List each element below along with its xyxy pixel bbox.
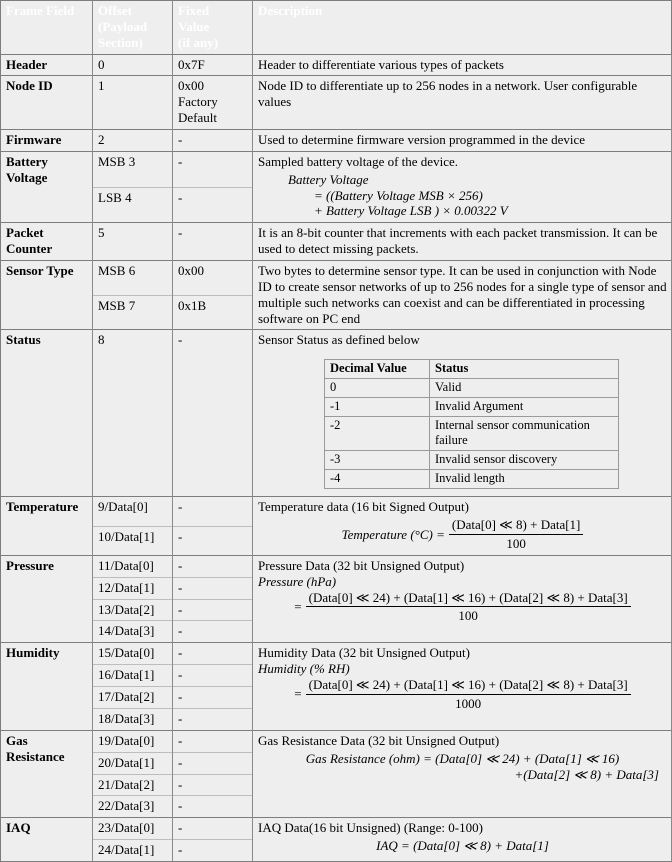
formula-battery-voltage xyxy=(258,172,667,220)
column-header-fixed-value-line2: Value xyxy=(178,18,210,34)
fixed-value-gas-resistance-2: - xyxy=(173,774,253,796)
offset-humidity-2: 17/Data[2] xyxy=(93,687,173,709)
description-iaq-text: IAQ Data(16 bit Unsigned) (Range: 0-100) xyxy=(258,820,483,836)
fixed-value-firmware: - xyxy=(173,130,253,152)
fixed-value-pressure-1: - xyxy=(173,577,253,599)
offset-gas-resistance-1: 20/Data[1] xyxy=(93,752,173,774)
formula-temperature-fraction xyxy=(449,517,584,552)
formula-battery-voltage-name: Battery Voltage xyxy=(288,171,369,187)
formula-pressure-denominator: 100 xyxy=(458,608,478,624)
status-table-row xyxy=(325,451,619,470)
table-row xyxy=(1,330,672,497)
formula-pressure-lhs: = xyxy=(294,599,302,615)
offset-gas-resistance-3: 22/Data[3] xyxy=(93,796,173,818)
column-header-offset-line3: Section) xyxy=(98,34,143,50)
status-value-4: -4 xyxy=(325,470,430,489)
field-name-header: Header xyxy=(1,54,93,76)
description-status-text: Sensor Status as defined below xyxy=(258,332,420,348)
field-name-gas-resistance-line1: Gas xyxy=(6,732,28,748)
description-temperature-text: Temperature data (16 bit Signed Output) xyxy=(258,499,470,515)
fixed-value-node-id xyxy=(173,76,253,130)
description-battery-voltage xyxy=(253,151,672,222)
field-name-pressure: Pressure xyxy=(1,555,93,642)
status-value-1: -1 xyxy=(325,398,430,417)
formula-humidity-name: Humidity (% RH) xyxy=(258,661,350,677)
field-name-gas-resistance-line2: Resistance xyxy=(6,748,65,764)
status-table-header-decimal-value: Decimal Value xyxy=(325,360,430,379)
fixed-value-humidity-2: - xyxy=(173,687,253,709)
table-row xyxy=(1,54,672,76)
table-row xyxy=(1,76,672,130)
table-row xyxy=(1,261,672,296)
fixed-value-header: 0x7F xyxy=(173,54,253,76)
table-row xyxy=(1,643,672,665)
formula-pressure-numerator: (Data[0] ≪ 24) + (Data[1] ≪ 16) + (Data[2] ≪ 8) + Data[3] xyxy=(306,590,631,608)
status-label-3: Invalid sensor discovery xyxy=(430,451,619,470)
column-header-frame-field xyxy=(1,1,93,55)
offset-iaq-1: 24/Data[1] xyxy=(93,840,173,862)
offset-humidity-0: 15/Data[0] xyxy=(93,643,173,665)
status-value-0: 0 xyxy=(325,379,430,398)
fixed-value-battery-voltage-lsb: - xyxy=(173,187,253,223)
offset-pressure-2: 13/Data[2] xyxy=(93,599,173,621)
fixed-value-humidity-0: - xyxy=(173,643,253,665)
offset-pressure-0: 11/Data[0] xyxy=(93,555,173,577)
offset-header: 0 xyxy=(93,54,173,76)
status-label-2: Internal sensor communication failure xyxy=(430,417,619,451)
offset-status: 8 xyxy=(93,330,173,497)
description-humidity xyxy=(253,643,672,730)
fixed-value-sensor-type-msb7: 0x1B xyxy=(173,295,253,330)
field-name-battery-voltage-line2: Voltage xyxy=(6,169,48,185)
formula-temperature xyxy=(258,517,667,552)
description-temperature xyxy=(253,497,672,556)
fixed-value-pressure-0: - xyxy=(173,555,253,577)
offset-sensor-type-msb7: MSB 7 xyxy=(93,295,173,330)
table-header-row xyxy=(1,1,672,55)
table-row xyxy=(1,818,672,840)
fixed-value-iaq-0: - xyxy=(173,818,253,840)
status-table-header-status: Status xyxy=(430,360,619,379)
field-name-gas-resistance xyxy=(1,730,93,817)
offset-sensor-type-msb6: MSB 6 xyxy=(93,261,173,296)
description-status xyxy=(253,330,672,497)
offset-gas-resistance-2: 21/Data[2] xyxy=(93,774,173,796)
status-table-row xyxy=(325,470,619,489)
description-node-id: Node ID to differentiate up to 256 nodes in a network. User configurable values xyxy=(253,76,672,130)
description-firmware: Used to determine firmware version programmed in the device xyxy=(253,130,672,152)
status-code-table xyxy=(324,359,619,489)
formula-iaq-line1: IAQ = (Data[0] ≪ 8) + Data[1] xyxy=(376,838,549,854)
offset-temperature-1: 10/Data[1] xyxy=(93,526,173,555)
offset-iaq-0: 23/Data[0] xyxy=(93,818,173,840)
fixed-value-node-id-line3: Default xyxy=(178,110,217,126)
column-header-frame-field-label: Frame Field xyxy=(6,3,75,18)
table-row xyxy=(1,497,672,526)
column-header-offset-line1: Offset xyxy=(98,3,132,18)
offset-node-id: 1 xyxy=(93,76,173,130)
offset-battery-voltage-lsb: LSB 4 xyxy=(93,187,173,223)
formula-pressure xyxy=(258,590,667,625)
column-header-description xyxy=(253,1,672,55)
status-table-header-row xyxy=(325,360,619,379)
table-row xyxy=(1,130,672,152)
fixed-value-node-id-line2: Factory xyxy=(178,94,218,110)
description-packet-counter: It is an 8-bit counter that increments with each packet transmission. It can be used to detect missing packets. xyxy=(253,223,672,261)
column-header-fixed-value xyxy=(173,1,253,55)
field-name-status: Status xyxy=(1,330,93,497)
field-name-battery-voltage xyxy=(1,151,93,222)
table-row xyxy=(1,151,672,187)
offset-pressure-3: 14/Data[3] xyxy=(93,621,173,643)
description-gas-resistance xyxy=(253,730,672,817)
fixed-value-pressure-2: - xyxy=(173,599,253,621)
field-name-packet-counter-line2: Counter xyxy=(6,241,53,257)
table-row xyxy=(1,223,672,261)
description-sensor-type: Two bytes to determine sensor type. It can be used in conjunction with Node ID to create sensor networks of up to 256 nodes for a single type of sensor and multiple such networks can coexist and can be differentiated in processing software on PC end xyxy=(253,261,672,330)
description-iaq xyxy=(253,818,672,862)
offset-gas-resistance-0: 19/Data[0] xyxy=(93,730,173,752)
field-name-packet-counter xyxy=(1,223,93,261)
offset-temperature-0: 9/Data[0] xyxy=(93,497,173,526)
formula-pressure-name: Pressure (hPa) xyxy=(258,573,337,589)
fixed-value-humidity-3: - xyxy=(173,708,253,730)
formula-humidity-lhs: = xyxy=(294,686,302,702)
offset-humidity-3: 18/Data[3] xyxy=(93,708,173,730)
fixed-value-sensor-type-msb6: 0x00 xyxy=(173,261,253,296)
fixed-value-packet-counter: - xyxy=(173,223,253,261)
fixed-value-temperature-0: - xyxy=(173,497,253,526)
formula-humidity xyxy=(258,677,667,712)
formula-gas-resistance-line2: +(Data[2] ≪ 8) + Data[3] xyxy=(514,766,659,782)
description-battery-voltage-text: Sampled battery voltage of the device. xyxy=(258,153,458,169)
formula-pressure-fraction xyxy=(306,590,631,625)
field-name-sensor-type: Sensor Type xyxy=(1,261,93,330)
fixed-value-gas-resistance-1: - xyxy=(173,752,253,774)
offset-battery-voltage-msb: MSB 3 xyxy=(93,151,173,187)
fixed-value-temperature-1: - xyxy=(173,526,253,555)
offset-humidity-1: 16/Data[1] xyxy=(93,665,173,687)
column-header-description-label: Description xyxy=(258,3,323,18)
fixed-value-humidity-1: - xyxy=(173,665,253,687)
column-header-offset-line2: (Payload xyxy=(98,18,148,34)
field-name-iaq: IAQ xyxy=(1,818,93,862)
column-header-fixed-value-line3: (if any) xyxy=(178,34,219,50)
description-pressure-text: Pressure Data (32 bit Unsigned Output) xyxy=(258,557,465,573)
formula-gas-resistance-line1: Gas Resistance (ohm) = (Data[0] ≪ 24) + (Data[1] ≪ 16) xyxy=(305,750,620,766)
status-value-2: -2 xyxy=(325,417,430,451)
formula-temperature-lhs: Temperature (°C) = xyxy=(341,526,445,542)
description-humidity-text: Humidity Data (32 bit Unsigned Output) xyxy=(258,645,470,661)
description-gas-resistance-text: Gas Resistance Data (32 bit Unsigned Output) xyxy=(258,732,500,748)
status-table-row xyxy=(325,417,619,451)
field-name-battery-voltage-line1: Battery xyxy=(6,153,48,169)
offset-packet-counter: 5 xyxy=(93,223,173,261)
field-name-node-id: Node ID xyxy=(1,76,93,130)
status-table-row xyxy=(325,379,619,398)
column-header-offset xyxy=(93,1,173,55)
status-label-4: Invalid length xyxy=(430,470,619,489)
table-row xyxy=(1,555,672,577)
status-label-1: Invalid Argument xyxy=(430,398,619,417)
status-value-3: -3 xyxy=(325,451,430,470)
status-label-0: Valid xyxy=(430,379,619,398)
fixed-value-status: - xyxy=(173,330,253,497)
offset-firmware: 2 xyxy=(93,130,173,152)
column-header-fixed-value-line1: Fixed xyxy=(178,3,210,18)
description-header: Header to differentiate various types of packets xyxy=(253,54,672,76)
fixed-value-pressure-3: - xyxy=(173,621,253,643)
table-row xyxy=(1,730,672,752)
fixed-value-battery-voltage-msb: - xyxy=(173,151,253,187)
offset-pressure-1: 12/Data[1] xyxy=(93,577,173,599)
status-table-row xyxy=(325,398,619,417)
field-name-temperature: Temperature xyxy=(1,497,93,556)
fixed-value-iaq-1: - xyxy=(173,840,253,862)
formula-humidity-numerator: (Data[0] ≪ 24) + (Data[1] ≪ 16) + (Data[2] ≪ 8) + Data[3] xyxy=(306,677,631,695)
fixed-value-gas-resistance-0: - xyxy=(173,730,253,752)
formula-humidity-denominator: 1000 xyxy=(455,695,482,711)
field-name-firmware: Firmware xyxy=(1,130,93,152)
formula-humidity-fraction xyxy=(306,677,631,712)
formula-battery-voltage-line2: + Battery Voltage LSB ) × 0.00322 V xyxy=(314,203,508,219)
field-name-packet-counter-line1: Packet xyxy=(6,225,44,241)
formula-battery-voltage-line1: = ((Battery Voltage MSB × 256) xyxy=(314,187,483,203)
field-name-humidity: Humidity xyxy=(1,643,93,730)
fixed-value-node-id-line1: 0x00 xyxy=(178,78,204,94)
formula-temperature-denominator: 100 xyxy=(506,536,526,552)
description-pressure xyxy=(253,555,672,642)
formula-temperature-numerator: (Data[0] ≪ 8) + Data[1] xyxy=(449,517,584,535)
fixed-value-gas-resistance-3: - xyxy=(173,796,253,818)
